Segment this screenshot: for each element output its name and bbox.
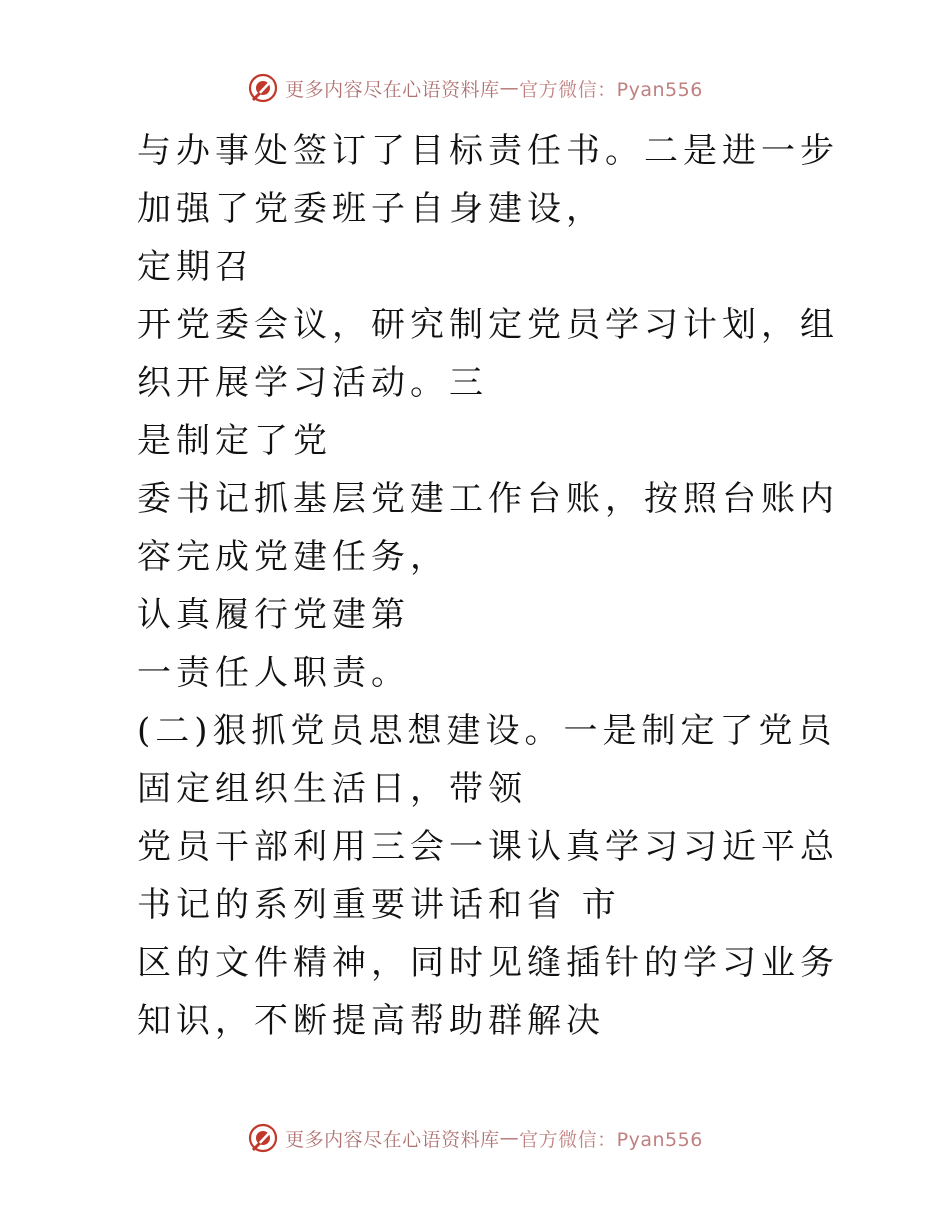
banner-wechat-text: 官方微信：Pyan556: [519, 78, 703, 101]
paragraph: 开党委会议，研究制定党员学习计划，组织开展学习活动。三: [137, 305, 839, 403]
watermark-banner-bottom: [0, 1122, 950, 1154]
paragraph: 与办事处签订了目标责任书。二是进一步加强了党委班子自身建设，: [137, 131, 839, 229]
paragraph: 定期召: [137, 247, 254, 287]
document-body: [97, 122, 857, 1050]
watermark-banner-top: [0, 72, 950, 104]
pen-logo-icon: [247, 1122, 279, 1154]
paragraph: 是制定了党: [137, 421, 332, 461]
paragraph: 认真履行党建第: [137, 595, 410, 635]
banner-site-text: 更多内容尽在心语资料库: [285, 78, 500, 101]
paragraph: (二)狠抓党员思想建设。一是制定了党员固定组织生活日，带领: [137, 711, 837, 809]
paragraph: 党员干部利用三会一课认真学习习近平总书记的系列重要讲话和省 市: [137, 827, 839, 925]
paragraph: 一责任人职责。: [137, 653, 410, 693]
banner-wechat-text: 官方微信：Pyan556: [519, 1128, 703, 1151]
banner-dash: —: [499, 77, 520, 99]
pen-logo-icon: [247, 72, 279, 104]
paragraph: 区的文件精神，同时见缝插针的学习业务知识，不断提高帮助群解决: [137, 943, 839, 1041]
banner-dash: —: [499, 1127, 520, 1149]
paragraph: 委书记抓基层党建工作台账，按照台账内容完成党建任务，: [137, 479, 839, 577]
banner-site-text: 更多内容尽在心语资料库: [285, 1128, 500, 1151]
